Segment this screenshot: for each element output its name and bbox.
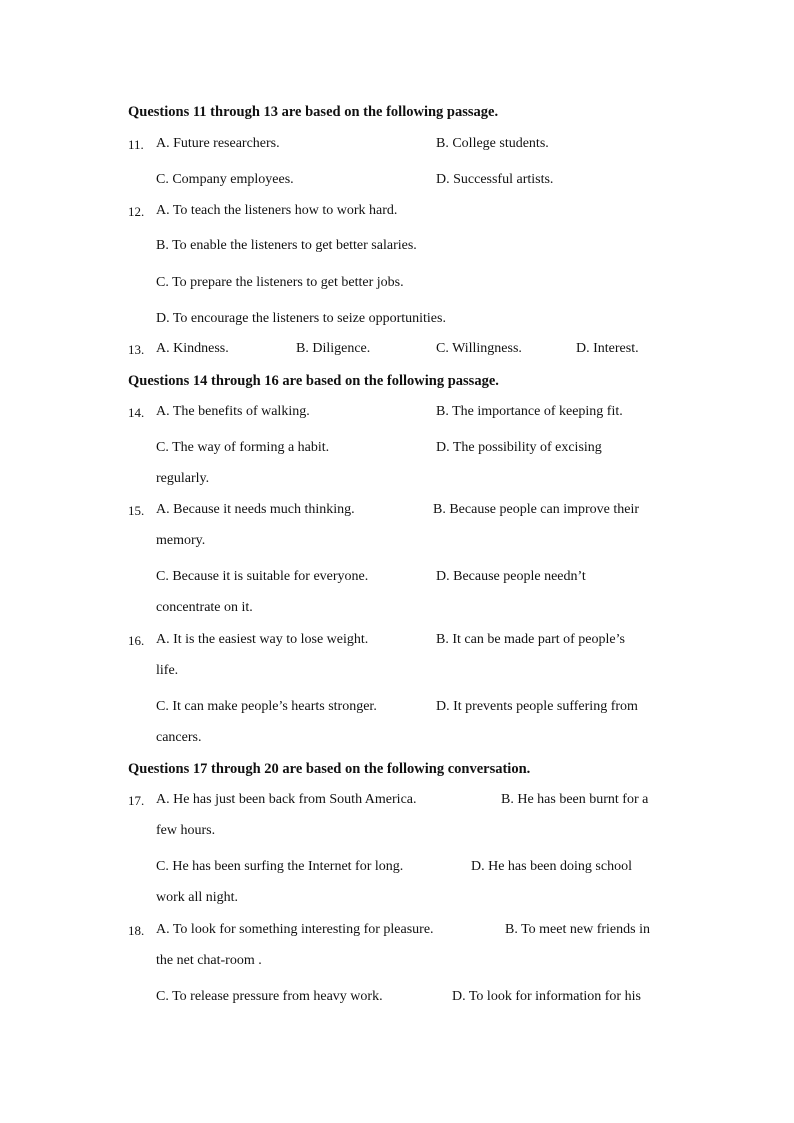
section-heading-1: Questions 11 through 13 are based on the following passage. bbox=[128, 104, 499, 120]
q16-option-d-continued: cancers. bbox=[156, 730, 202, 745]
q13-option-b: B. Diligence. bbox=[296, 341, 371, 356]
q12-option-a: A. To teach the listeners how to work hard. bbox=[156, 203, 398, 218]
q11-option-a: A. Future researchers. bbox=[156, 136, 280, 151]
question-number-12: 12. bbox=[128, 204, 145, 219]
q14-option-c: C. The way of forming a habit. bbox=[156, 440, 330, 455]
question-number-17: 17. bbox=[128, 793, 145, 808]
q13-option-a: A. Kindness. bbox=[156, 341, 229, 356]
q18-option-b: B. To meet new friends in bbox=[505, 922, 650, 937]
q18-option-d: D. To look for information for his bbox=[452, 989, 641, 1004]
q12-option-d: D. To encourage the listeners to seize opportunities. bbox=[156, 311, 446, 326]
section-heading-2: Questions 14 through 16 are based on the following passage. bbox=[128, 373, 499, 389]
q17-option-b: B. He has been burnt for a bbox=[501, 792, 649, 807]
q15-option-b: B. Because people can improve their bbox=[433, 502, 640, 517]
q15-option-d-continued: concentrate on it. bbox=[156, 600, 253, 615]
q15-option-c: C. Because it is suitable for everyone. bbox=[156, 569, 369, 584]
q17-option-d: D. He has been doing school bbox=[471, 859, 632, 874]
q16-option-d: D. It prevents people suffering from bbox=[436, 699, 638, 714]
q17-option-c: C. He has been surfing the Internet for long. bbox=[156, 859, 404, 874]
q18-option-b-continued: the net chat-room . bbox=[156, 953, 262, 968]
q15-option-b-continued: memory. bbox=[156, 533, 206, 548]
q12-option-c: C. To prepare the listeners to get better jobs. bbox=[156, 275, 404, 290]
q11-option-b: B. College students. bbox=[436, 136, 549, 151]
q17-option-a: A. He has just been back from South America. bbox=[156, 792, 417, 807]
q11-option-d: D. Successful artists. bbox=[436, 172, 554, 187]
q16-option-a: A. It is the easiest way to lose weight. bbox=[156, 632, 369, 647]
q15-option-d: D. Because people needn’t bbox=[436, 569, 586, 584]
q14-option-d-continued: regularly. bbox=[156, 471, 210, 486]
q15-option-a: A. Because it needs much thinking. bbox=[156, 502, 355, 517]
q16-option-b: B. It can be made part of people’s bbox=[436, 632, 625, 647]
q11-option-c: C. Company employees. bbox=[156, 172, 294, 187]
question-number-16: 16. bbox=[128, 633, 145, 648]
q16-option-c: C. It can make people’s hearts stronger. bbox=[156, 699, 377, 714]
q17-option-d-continued: work all night. bbox=[156, 890, 239, 905]
question-number-13: 13. bbox=[128, 342, 145, 357]
question-number-18: 18. bbox=[128, 923, 145, 938]
q13-option-d: D. Interest. bbox=[576, 341, 639, 356]
q14-option-a: A. The benefits of walking. bbox=[156, 404, 310, 419]
q17-option-b-continued: few hours. bbox=[156, 823, 216, 838]
q16-option-b-continued: life. bbox=[156, 663, 179, 678]
q13-option-c: C. Willingness. bbox=[436, 341, 522, 356]
question-number-15: 15. bbox=[128, 503, 145, 518]
question-number-11: 11. bbox=[128, 137, 144, 152]
q12-option-b: B. To enable the listeners to get better salaries. bbox=[156, 238, 417, 253]
q18-option-c: C. To release pressure from heavy work. bbox=[156, 989, 383, 1004]
question-number-14: 14. bbox=[128, 405, 145, 420]
q18-option-a: A. To look for something interesting for pleasure. bbox=[156, 922, 434, 937]
q14-option-b: B. The importance of keeping fit. bbox=[436, 404, 623, 419]
q14-option-d: D. The possibility of excising bbox=[436, 440, 602, 455]
section-heading-3: Questions 17 through 20 are based on the following conversation. bbox=[128, 761, 531, 777]
